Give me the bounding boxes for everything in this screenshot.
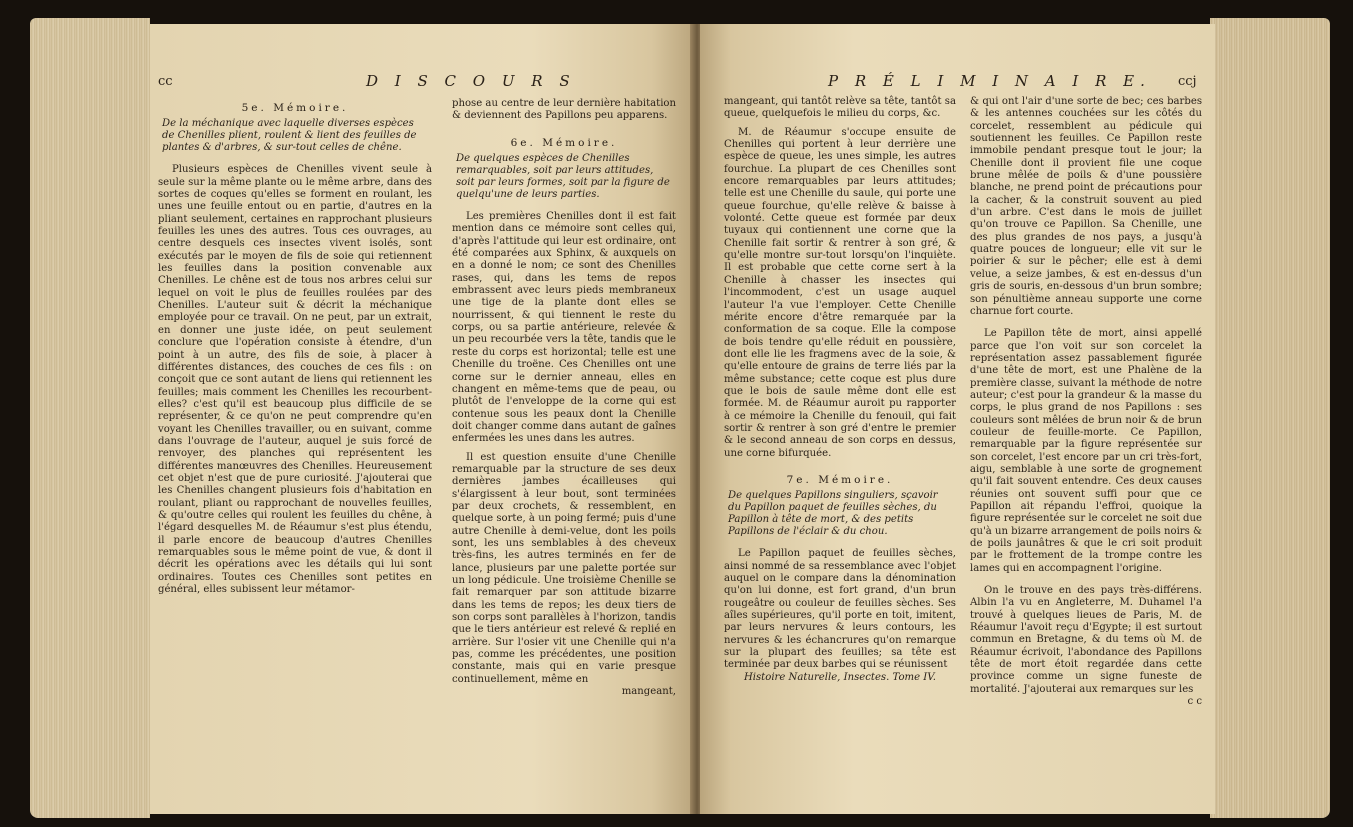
memoire-6-text-end: mangeant, qui tantôt relève sa tête, tantôt sa queue, quelquefois le milieu du corps, &c. [724, 96, 956, 120]
left-folio: cc [158, 74, 173, 89]
memoire-7-para-1: Le Papillon paquet de feuilles sèches, ainsi nommé de sa ressemblance avec l'objet auquel on le compare dans la dénomination qu'on lui donne, est fort grand, d'un brun rougeâtre ou couleur de feuilles sèches. Ses aîles supérieures, qu'il porte en toit, imitent, par leurs nervures & leurs contours, les nervures & les échancrures qu'on remarque sur la plupart des feuilles; sa tête est terminée par deux barbes qui se réunissent [724, 548, 956, 671]
memoire-7-para-1-end: & qui ont l'air d'une sorte de bec; ces barbes & les antennes couchées sur les côtés du corcelet, ressemblent au pédicule qui soutiennent les feuilles. Ce Papillon reste immobile pendant presque tout le jour; la Chenille dont il provient file une coque brune mêlée de poils & d'une poussière blanche, ne prend point de précautions pour la cacher, & la construit souvent au pied d'un arbre. C'est dans le mois de juillet qu'on trouve ce Papillon. Sa Chenille, une des plus grandes de nos pays, a jusqu'à quatre pouces de longueur; elle vit sur le poirier & sur le pêcher; elle est à demi velue, a seize jambes, & est en-dessus d'un gris de souris, en-dessous d'un brun sombre; son pénultième anneau supporte une corne charnue fort courte. [970, 96, 1202, 317]
memoire-7-para-3: On le trouve en des pays très-différens. Albin l'a vu en Angleterre, M. Duhamel l'a trouvé à quelques lieues de Paris, M. de Réaumur l'avoit reçu d'Egypte; il est surtout commun en Bretagne, & du tems où M. de Réaumur écrivoit, l'abondance des Papillons tête de mort étoit regardée dans cette province comme un signe funeste de mortalité. J'ajouterai aux remarques sur les [970, 585, 1202, 695]
left-column-1 [158, 98, 432, 596]
memoire-7-rubric: De quelques Papillons singuliers, sçavoir du Papillon paquet de feuilles sèches, du Papillon à tête de mort, & des petits Papillons de l'éclair & du chou. [728, 490, 938, 538]
left-page-edges [30, 18, 150, 818]
memoire-5-text-end: phose au centre de leur dernière habitation & deviennent des Papillons peu apparens. [452, 98, 676, 122]
right-folio: ccj [1178, 74, 1197, 89]
memoire-5-text: Plusieurs espèces de Chenilles vivent seule à seule sur la même plante ou le même arbre, dans des sortes de coques qu'elles se forment en roulant, les unes une feuille entout ou en partie, d'autres en la pliant seulement, certaines en rapprochant plusieurs feuilles les unes des autres. Tous ces ouvrages, au centre desquels ces insectes vivent isolés, sont exécutés par le moyen de fils de soie qui retiennent les feuilles dans la position convenable aux Chenilles. Le chêne est de tous nos arbres celui sur lequel on voit le plus de feuilles roulées par des Chenilles. L'auteur suit & décrit la méchanique employée pour ce travail. On ne peut, par un extrait, en donner une juste idée, on peut seulement conclure que l'opération consiste à étendre, d'un point à un autre, des fils de soie, à placer à différentes distances, des couches de ces fils : on conçoit que ce sont autant de liens qui retiennent les feuilles; mais comment les Chenilles les recourbent-elles? c'est qu'il est beaucoup plus difficile de se représenter, & ce qu'on ne peut comprendre qu'en voyant les Chenilles travailler, ou en suivant, comme dans l'ouvrage de l'auteur, auquel je suis forcé de renvoyer, des planches qui représentent les différentes manœuvres des Chenilles. Heureusement cet objet n'est que de pure curiosité. J'ajouterai que les Chenilles changent plusieurs fois d'habitation en roulant, pliant ou rapprochant de nouvelles feuilles, & qu'outre celles qui roulent les feuilles du chêne, à l'égard desquelles M. de Réaumur s'est plus étendu, il parle encore de beaucoup d'autres Chenilles remarquables sous le même point de vue, & dont il décrit les opérations avec les détails qui lui sont ordinaires. Toutes ces Chenilles sont petites en général, elles subissent leur métamor- [158, 164, 432, 596]
right-column-1 [724, 96, 956, 684]
right-column-2 [970, 96, 1202, 709]
right-page [700, 24, 1215, 814]
signature-mark: c c [1187, 696, 1202, 708]
left-page [150, 24, 695, 814]
left-column-2 [452, 98, 676, 698]
memoire-6-para-1: Les premières Chenilles dont il est fait mention dans ce mémoire sont celles qui, d'après l'attitude qui leur est ordinaire, ont été comparées aux Sphinx, & auxquels on en a donné le nom; ce sont des Chenilles rases, qui, dans les tems de repos embrassent avec leurs pieds membraneux une tige de la plante dont elles se nourrissent, & qui tiennent le reste du corps, ou sa partie antérieure, relevée & un peu recourbée vers la tête, tandis que le reste du corps est horizontal; telle est une Chenille du troëne. Ces Chenilles ont une corne sur le dernier anneau, elles en changent en même-tems que de peau, ou plutôt de l'enveloppe de la corne qui est contenue sous les peaux dont la Chenille doit changer comme dans autant de gaînes enfermées les unes dans les autres. [452, 211, 676, 445]
memoire-5-rubric: De la méchanique avec laquelle diverses espèces de Chenilles plient, roulent & lient des feuilles de plantes & d'arbres, & sur-tout celles de chêne. [162, 118, 417, 154]
volume-footer: Histoire Naturelle, Insectes. Tome IV. [743, 671, 937, 683]
left-catchword: mangeant, [621, 686, 676, 698]
memoire-6-para-2: Il est question ensuite d'une Chenille remarquable par la structure de ses deux dernières jambes écailleuses qui s'élargissent à leur bout, sont terminées par deux crochets, & ressemblent, en quelque sorte, à un poing fermé; puis d'une autre Chenille à demi-velue, dont les poils sont, les uns semblables à des cheveux très-fins, les autres terminés en fer de lance, plusieurs par une palette portée sur un long pédicule. Une troisième Chenille se fait remarquer par son attitude bizarre dans les tems de repos; les deux tiers de son corps sont parallèles à l'horizon, tandis que le tiers antérieur est relevé & replié en arrière. Sur l'osier vit une Chenille qui n'a pas, comme les précédentes, une position constante, mais qui en varie presque continuellement, même en [452, 451, 676, 685]
memoire-7-para-2: Le Papillon tête de mort, ainsi appellé parce que l'on voit sur son corcelet la représentation assez passablement figurée d'une tête de mort, est une Phalène de la première classe, suivant la méthode de notre auteur; c'est pour la grandeur & la masse du corps, le plus grand de nos Papillons : ses couleurs sont mêlées de brun noir & de brun couleur de feuille-morte. Ce Papillon, remarquable par la figure représentée sur son corcelet, l'est encore par un cri très-fort, aigu, semblable à une sorte de grognement qu'il fait souvent entendre. Ces deux causes réunies ont souvent suffi pour que ce Papillon ait répandu l'effroi, quoique la figure représentée sur le corcelet ne soit due qu'à un bizarre arrangement de poils noirs & de poils jaunâtres & que le cri soit produit par le frottement de la trompe contre les lames qui en accompagnent l'origine. [970, 328, 1202, 574]
right-running-head: P R É L I M I N A I R E. [828, 72, 1151, 90]
right-page-edges [1210, 18, 1330, 818]
memoire-6-rubric: De quelques espèces de Chenilles remarquables, soit par leurs attitudes, soit par leurs formes, soit par la figure de quelqu'une de leurs parties. [456, 153, 670, 201]
memoire-6-heading: 6e. Mémoire. [510, 136, 618, 149]
memoire-5-heading: 5e. Mémoire. [241, 102, 349, 114]
memoire-6-para-3: M. de Réaumur s'occupe ensuite de Chenilles qui portent à leur derrière une espèce de queue, les unes simple, les autres fourchue. La plupart de ces Chenilles sont encore remarquables par leurs attitudes; telle est une Chenille du saule, qui porte une queue fourchue, qu'elle relève & baisse à volonté. Cette queue est formée par deux tuyaux qui contiennent une corne que la Chenille fait sortir & rentrer à son gré, & qu'elle montre sur-tout lorsqu'on l'inquiète. Il est probable que cette corne sert à la Chenille à chasser les insectes qui l'incommodent, c'est un usage auquel l'auteur l'a vue l'employer. Cette Chenille mérite encore d'être remarquée par la conformation de sa coque. Elle la compose de bois tendre qu'elle réduit en poussière, dont elle lie les fragmens avec de la soie, & qu'elle entoure de grains de terre liés par la même substance; cette coque est plus dure que le bois de saule même dont elle est formée. M. de Réaumur auroit pu rapporter à ce mémoire la Chenille du fenouil, qui fait sortir & rentrer à son gré d'entre le premier & le second anneau de son corps en dessus, une corne bifurquée. [724, 126, 956, 459]
left-running-head: D I S C O U R S [366, 72, 576, 90]
memoire-7-heading: 7e. Mémoire. [786, 473, 894, 486]
